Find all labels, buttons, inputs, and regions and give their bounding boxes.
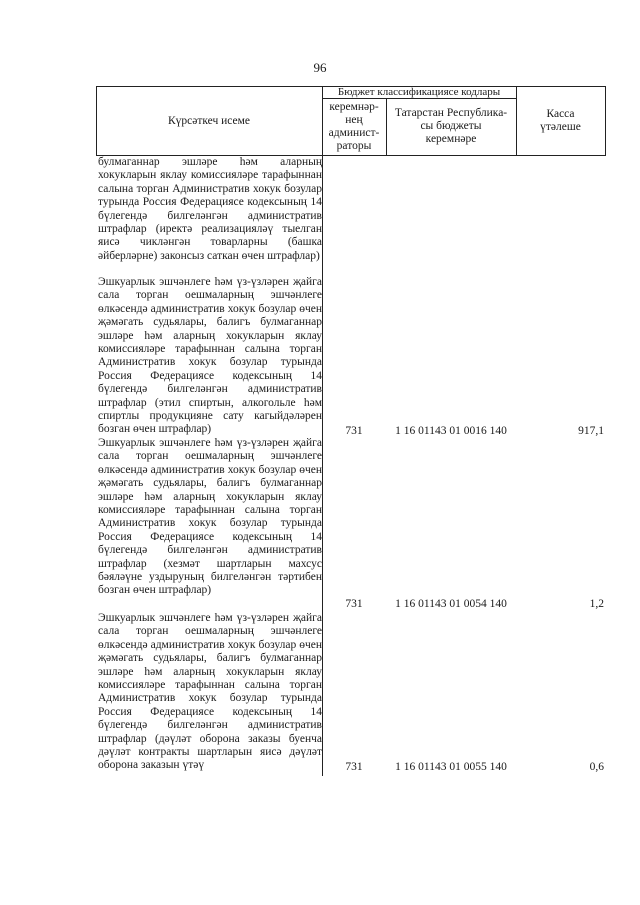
row-cash: 917,1: [578, 425, 604, 437]
header-col-cash: Касса үтәлеше: [540, 108, 581, 133]
header-col-code: Татарстан Республика- сы бюджеты керемнәре: [394, 107, 508, 145]
body-column-divider: [322, 156, 323, 776]
row-cash: 1,2: [589, 598, 604, 610]
row-admin: 731: [345, 598, 363, 610]
header-col-admin: керемнәр- нең админист- раторы: [328, 100, 380, 152]
header-col-name: Күрсәткеч исеме: [167, 114, 251, 127]
row-code: 1 16 01143 01 0054 140: [395, 598, 507, 610]
row-name: Эшкуарлык эшчәнлеге һәм үз-үзләрен җайга сала торган оешмаларның эшчәнлеге өлкәсендә административ хокук бозулар өчен җәмәгать судьялары, балигъ булмаганнар эшләре һәм аларның хокукларын яклау комиссияләре тарафыннан салына торган Административ хокук бозулар турында Россия Федерациясе кодексының 14 бүлегендә билгеләнгән административ штрафлар (дәүләт оборона заказы буенча дәүләт контракты шартларын яисә дәүләт оборона заказын үтәү: [98, 612, 322, 772]
row-name: булмаганнар эшләре һәм аларның хокукларын яклау комиссияләре тарафыннан салына торган Административ хокук бозулар турында Россия Федерациясе кодексының 14 бүлегендә билгеләнгән административ штрафлар (иректә реализацияләү тыелган яисә чикләнгән товарларны (башка әйберләрне) законсыз саткан өчен штрафлар): [98, 156, 322, 262]
row-admin: 731: [345, 425, 363, 437]
row-code: 1 16 01143 01 0016 140: [395, 425, 507, 437]
header-group-title: Бюджет классификациясе кодлары: [337, 85, 501, 98]
row-name: Эшкуарлык эшчәнлеге һәм үз-үзләрен җайга сала торган оешмаларның эшчәнлеге өлкәсендә административ хокук бозулар өчен җәмәгать судьялары, балигъ булмаганнар эшләре һәм аларның хокукларын яклау комиссияләре тарафыннан салына торган Административ хокук бозулар турында Россия Федерациясе кодексының 14 бүлегендә билгеләнгән административ штрафлар (хезмәт шартларын махсус бәяләүне уздыруның билгеләнгән тәртибен бозган өчен штрафлар): [98, 437, 322, 597]
page-number: 96: [313, 60, 327, 75]
row-admin: 731: [345, 761, 363, 773]
table-header: [96, 86, 606, 156]
header-right-border: [605, 86, 606, 156]
row-name: Эшкуарлык эшчәнлеге һәм үз-үзләрен җайга сала торган оешмаларның эшчәнлеге өлкәсендә административ хокук бозулар өчен җәмәгать судьялары, балигъ булмаганнар эшләре һәм аларның хокукларын яклау комиссияләре тарафыннан салына торган Административ хокук бозулар турында Россия Федерациясе кодексының 14 бүлегендә билгеләнгән административ штрафлар (этил спиртын, алкогольле һәм спиртлы продукцияне сату кагыйдәләрен бозган өчен штрафлар): [98, 276, 322, 436]
row-cash: 0,6: [589, 761, 604, 773]
row-code: 1 16 01143 01 0055 140: [395, 761, 507, 773]
